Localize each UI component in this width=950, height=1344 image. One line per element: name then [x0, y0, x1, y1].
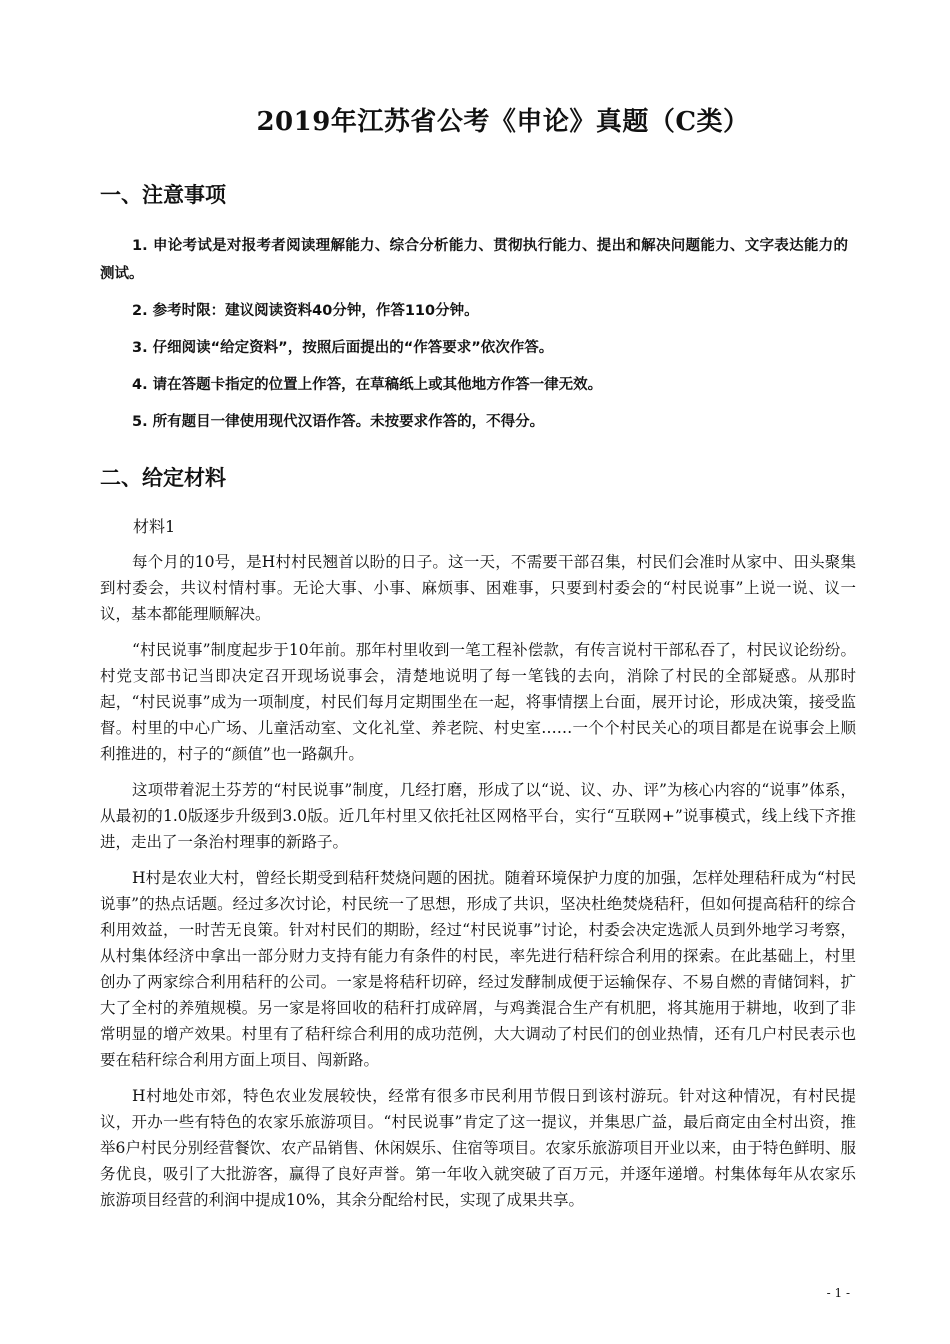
page-number: - 1 - — [826, 1286, 850, 1300]
notice-list — [100, 232, 848, 445]
material-paragraph: 这项带着泥土芬芳的“村民说事”制度，几经打磨，形成了以“说、议、办、评”为核心内容的“说事”体系，从最初的1.0版逐步升级到3.0版。近几年村里又依托社区网格平台，实行“互联网+”说事模式，线上线下齐推进，走出了一条治村理事的新路子。 — [100, 781, 856, 851]
notice-item: 4. 请在答题卡指定的位置上作答，在草稿纸上或其他地方作答一律无效。 — [132, 377, 603, 393]
notice-item: 1. 申论考试是对报考者阅读理解能力、综合分析能力、贯彻执行能力、提出和解决问题能力、文字表达能力的测试。 — [100, 238, 848, 282]
section-heading-materials: 二、给定材料 — [100, 466, 226, 490]
document-title: 2019年江苏省公考《申论》真题（C类） — [256, 107, 750, 137]
notice-item: 2. 参考时限：建议阅读资料40分钟，作答110分钟。 — [132, 303, 479, 319]
material-body — [100, 549, 856, 1223]
material-paragraph: “村民说事”制度起步于10年前。那年村里收到一笔工程补偿款，有传言说村干部私吞了，村民议论纷纷。村党支部书记当即决定召开现场说事会，清楚地说明了每一笔钱的去向，消除了村民的全部疑惑。从那时起，“村民说事”成为一项制度，村民们每月定期围坐在一起，将事情摆上台面，展开讨论，形成决策，接受监督。村里的中心广场、儿童活动室、文化礼堂、养老院、村史室……一个个村民关心的项目都是在说事会上顺利推进的，村子的“颜值”也一路飙升。 — [100, 641, 856, 763]
material-label: 材料1 — [133, 517, 176, 536]
notice-item: 5. 所有题目一律使用现代汉语作答。未按要求作答的，不得分。 — [132, 414, 545, 430]
material-paragraph: H村是农业大村，曾经长期受到秸秆焚烧问题的困扰。随着环境保护力度的加强，怎样处理秸秆成为“村民说事”的热点话题。经过多次讨论，村民统一了思想，形成了共识，坚决杜绝焚烧秸秆，但如何提高秸秆的综合利用效益，一时苦无良策。针对村民们的期盼，经过“村民说事”讨论，村委会决定选派人员到外地学习考察，从村集体经济中拿出一部分财力支持有能力有条件的村民，率先进行秸秆综合利用的探索。在此基础上，村里创办了两家综合利用秸秆的公司。一家是将秸秆切碎，经过发酵制成便于运输保存、不易自燃的青储饲料，扩大了全村的养殖规模。另一家是将回收的秸秆打成碎屑，与鸡粪混合生产有机肥，将其施用于耕地，收到了非常明显的增产效果。村里有了秸秆综合利用的成功范例，大大调动了村民们的创业热情，还有几户村民表示也要在秸秆综合利用方面上项目、闯新路。 — [100, 869, 856, 1069]
notice-item: 3. 仔细阅读“给定资料”，按照后面提出的“作答要求”依次作答。 — [132, 340, 554, 356]
section-heading-notice: 一、注意事项 — [100, 183, 226, 207]
material-paragraph: H村地处市郊，特色农业发展较快，经常有很多市民利用节假日到该村游玩。针对这种情况，有村民提议，开办一些有特色的农家乐旅游项目。“村民说事”肯定了这一提议，并集思广益，最后商定由全村出资，推举6户村民分别经营餐饮、农产品销售、休闲娱乐、住宿等项目。农家乐旅游项目开业以来，由于特色鲜明、服务优良，吸引了大批游客，赢得了良好声誉。第一年收入就突破了百万元，并逐年递增。村集体每年从农家乐旅游项目经营的利润中提成10%，其余分配给村民，实现了成果共享。 — [100, 1087, 856, 1209]
material-paragraph: 每个月的10号，是H村村民翘首以盼的日子。这一天，不需要干部召集，村民们会准时从家中、田头聚集到村委会，共议村情村事。无论大事、小事、麻烦事、困难事，只要到村委会的“村民说事”上说一说、议一议，基本都能理顺解决。 — [100, 553, 856, 623]
